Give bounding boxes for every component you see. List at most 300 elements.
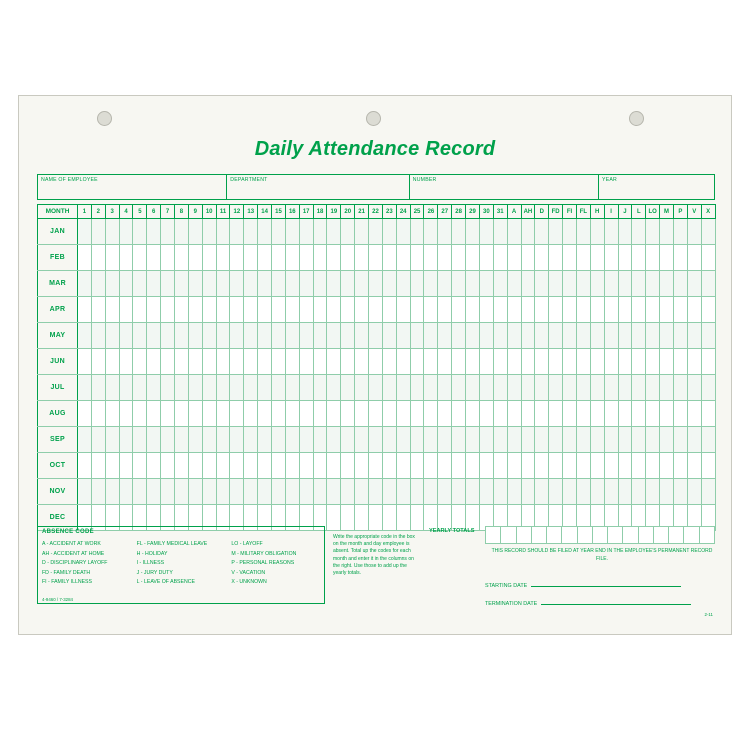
grid-day-cell[interactable]	[466, 219, 480, 245]
grid-day-cell[interactable]	[175, 349, 189, 375]
grid-day-cell[interactable]	[161, 427, 175, 453]
grid-code-total-cell[interactable]	[590, 453, 604, 479]
grid-day-cell[interactable]	[313, 323, 327, 349]
grid-code-total-cell[interactable]	[535, 297, 549, 323]
grid-day-cell[interactable]	[272, 349, 286, 375]
grid-day-cell[interactable]	[105, 401, 119, 427]
grid-day-cell[interactable]	[313, 375, 327, 401]
grid-day-cell[interactable]	[161, 245, 175, 271]
grid-day-cell[interactable]	[119, 271, 133, 297]
grid-day-cell[interactable]	[161, 349, 175, 375]
grid-code-total-cell[interactable]	[549, 401, 563, 427]
grid-code-total-cell[interactable]	[576, 271, 590, 297]
grid-code-total-cell[interactable]	[535, 245, 549, 271]
grid-day-cell[interactable]	[327, 297, 341, 323]
grid-code-total-cell[interactable]	[618, 427, 632, 453]
grid-day-cell[interactable]	[258, 453, 272, 479]
yearly-total-cell[interactable]	[501, 527, 516, 544]
grid-code-total-cell[interactable]	[576, 219, 590, 245]
grid-day-cell[interactable]	[202, 271, 216, 297]
grid-code-total-cell[interactable]	[660, 271, 674, 297]
grid-code-total-cell[interactable]	[576, 427, 590, 453]
grid-day-cell[interactable]	[424, 297, 438, 323]
grid-code-total-cell[interactable]	[549, 375, 563, 401]
grid-code-total-cell[interactable]	[507, 323, 521, 349]
grid-day-cell[interactable]	[410, 375, 424, 401]
grid-day-cell[interactable]	[230, 453, 244, 479]
grid-code-total-cell[interactable]	[590, 479, 604, 505]
grid-code-total-cell[interactable]	[604, 479, 618, 505]
grid-day-cell[interactable]	[175, 427, 189, 453]
grid-day-cell[interactable]	[438, 453, 452, 479]
grid-day-cell[interactable]	[424, 375, 438, 401]
grid-code-total-cell[interactable]	[604, 323, 618, 349]
grid-code-total-cell[interactable]	[549, 271, 563, 297]
grid-day-cell[interactable]	[355, 245, 369, 271]
grid-code-total-cell[interactable]	[590, 297, 604, 323]
grid-day-cell[interactable]	[299, 375, 313, 401]
grid-day-cell[interactable]	[133, 401, 147, 427]
grid-day-cell[interactable]	[493, 427, 507, 453]
grid-day-cell[interactable]	[396, 349, 410, 375]
grid-day-cell[interactable]	[424, 427, 438, 453]
grid-day-cell[interactable]	[369, 375, 383, 401]
grid-code-total-cell[interactable]	[590, 375, 604, 401]
grid-day-cell[interactable]	[230, 401, 244, 427]
grid-day-cell[interactable]	[369, 479, 383, 505]
grid-day-cell[interactable]	[479, 297, 493, 323]
grid-code-total-cell[interactable]	[507, 427, 521, 453]
grid-day-cell[interactable]	[175, 479, 189, 505]
grid-day-cell[interactable]	[327, 271, 341, 297]
grid-day-cell[interactable]	[369, 323, 383, 349]
grid-day-cell[interactable]	[452, 297, 466, 323]
grid-day-cell[interactable]	[147, 453, 161, 479]
grid-day-cell[interactable]	[355, 453, 369, 479]
grid-code-total-cell[interactable]	[576, 401, 590, 427]
grid-code-total-cell[interactable]	[660, 427, 674, 453]
grid-day-cell[interactable]	[313, 219, 327, 245]
grid-code-total-cell[interactable]	[701, 453, 715, 479]
yearly-total-cell[interactable]	[638, 527, 653, 544]
grid-day-cell[interactable]	[119, 401, 133, 427]
grid-day-cell[interactable]	[355, 297, 369, 323]
grid-code-total-cell[interactable]	[646, 479, 660, 505]
grid-code-total-cell[interactable]	[563, 401, 577, 427]
grid-day-cell[interactable]	[188, 245, 202, 271]
field-number[interactable]	[410, 175, 599, 199]
yearly-total-cell[interactable]	[577, 527, 592, 544]
grid-day-cell[interactable]	[175, 453, 189, 479]
grid-day-cell[interactable]	[452, 401, 466, 427]
grid-day-cell[interactable]	[133, 479, 147, 505]
grid-day-cell[interactable]	[493, 245, 507, 271]
grid-day-cell[interactable]	[382, 297, 396, 323]
grid-day-cell[interactable]	[216, 479, 230, 505]
grid-day-cell[interactable]	[299, 245, 313, 271]
field-year[interactable]	[599, 175, 714, 199]
grid-code-total-cell[interactable]	[521, 271, 535, 297]
grid-code-total-cell[interactable]	[549, 479, 563, 505]
grid-code-total-cell[interactable]	[521, 323, 535, 349]
grid-day-cell[interactable]	[313, 271, 327, 297]
grid-day-cell[interactable]	[272, 271, 286, 297]
grid-day-cell[interactable]	[313, 479, 327, 505]
grid-code-total-cell[interactable]	[701, 271, 715, 297]
grid-day-cell[interactable]	[188, 297, 202, 323]
grid-code-total-cell[interactable]	[618, 271, 632, 297]
grid-code-total-cell[interactable]	[549, 323, 563, 349]
grid-day-cell[interactable]	[466, 297, 480, 323]
grid-day-cell[interactable]	[327, 219, 341, 245]
grid-day-cell[interactable]	[230, 219, 244, 245]
grid-day-cell[interactable]	[78, 479, 92, 505]
grid-day-cell[interactable]	[438, 349, 452, 375]
grid-day-cell[interactable]	[355, 401, 369, 427]
grid-code-total-cell[interactable]	[646, 375, 660, 401]
grid-code-total-cell[interactable]	[535, 323, 549, 349]
yearly-total-cell[interactable]	[592, 527, 607, 544]
grid-day-cell[interactable]	[244, 219, 258, 245]
grid-day-cell[interactable]	[396, 297, 410, 323]
grid-code-total-cell[interactable]	[604, 245, 618, 271]
grid-day-cell[interactable]	[244, 245, 258, 271]
grid-day-cell[interactable]	[452, 375, 466, 401]
grid-day-cell[interactable]	[244, 297, 258, 323]
grid-day-cell[interactable]	[119, 219, 133, 245]
grid-code-total-cell[interactable]	[604, 271, 618, 297]
grid-code-total-cell[interactable]	[604, 349, 618, 375]
grid-day-cell[interactable]	[230, 271, 244, 297]
grid-day-cell[interactable]	[396, 479, 410, 505]
grid-day-cell[interactable]	[188, 375, 202, 401]
grid-day-cell[interactable]	[438, 219, 452, 245]
grid-day-cell[interactable]	[466, 479, 480, 505]
grid-day-cell[interactable]	[479, 323, 493, 349]
grid-day-cell[interactable]	[410, 297, 424, 323]
grid-code-total-cell[interactable]	[549, 245, 563, 271]
grid-day-cell[interactable]	[285, 323, 299, 349]
grid-code-total-cell[interactable]	[563, 427, 577, 453]
grid-code-total-cell[interactable]	[646, 219, 660, 245]
grid-code-total-cell[interactable]	[687, 297, 701, 323]
grid-day-cell[interactable]	[424, 349, 438, 375]
grid-code-total-cell[interactable]	[687, 427, 701, 453]
grid-day-cell[interactable]	[78, 323, 92, 349]
grid-day-cell[interactable]	[382, 219, 396, 245]
grid-code-total-cell[interactable]	[673, 401, 687, 427]
grid-code-total-cell[interactable]	[604, 453, 618, 479]
grid-day-cell[interactable]	[133, 219, 147, 245]
grid-day-cell[interactable]	[355, 349, 369, 375]
grid-code-total-cell[interactable]	[507, 245, 521, 271]
grid-day-cell[interactable]	[105, 245, 119, 271]
grid-day-cell[interactable]	[410, 271, 424, 297]
grid-day-cell[interactable]	[327, 479, 341, 505]
grid-code-total-cell[interactable]	[673, 271, 687, 297]
grid-day-cell[interactable]	[452, 427, 466, 453]
grid-day-cell[interactable]	[341, 271, 355, 297]
grid-day-cell[interactable]	[161, 479, 175, 505]
grid-day-cell[interactable]	[119, 349, 133, 375]
grid-day-cell[interactable]	[341, 349, 355, 375]
yearly-total-cell[interactable]	[653, 527, 668, 544]
grid-code-total-cell[interactable]	[701, 297, 715, 323]
grid-day-cell[interactable]	[410, 453, 424, 479]
grid-day-cell[interactable]	[341, 427, 355, 453]
grid-day-cell[interactable]	[202, 453, 216, 479]
yearly-total-cell[interactable]	[531, 527, 546, 544]
grid-code-total-cell[interactable]	[618, 219, 632, 245]
grid-day-cell[interactable]	[479, 401, 493, 427]
grid-day-cell[interactable]	[341, 297, 355, 323]
grid-day-cell[interactable]	[105, 323, 119, 349]
grid-code-total-cell[interactable]	[507, 479, 521, 505]
grid-code-total-cell[interactable]	[646, 427, 660, 453]
grid-day-cell[interactable]	[299, 453, 313, 479]
grid-code-total-cell[interactable]	[646, 453, 660, 479]
grid-day-cell[interactable]	[285, 297, 299, 323]
grid-day-cell[interactable]	[382, 479, 396, 505]
grid-day-cell[interactable]	[147, 219, 161, 245]
grid-code-total-cell[interactable]	[535, 479, 549, 505]
grid-day-cell[interactable]	[327, 375, 341, 401]
grid-day-cell[interactable]	[396, 401, 410, 427]
grid-day-cell[interactable]	[313, 401, 327, 427]
grid-day-cell[interactable]	[258, 479, 272, 505]
grid-day-cell[interactable]	[216, 453, 230, 479]
grid-day-cell[interactable]	[369, 349, 383, 375]
grid-day-cell[interactable]	[202, 401, 216, 427]
grid-day-cell[interactable]	[78, 375, 92, 401]
grid-day-cell[interactable]	[355, 323, 369, 349]
grid-day-cell[interactable]	[161, 375, 175, 401]
grid-day-cell[interactable]	[105, 427, 119, 453]
grid-code-total-cell[interactable]	[673, 427, 687, 453]
yearly-total-cell[interactable]	[562, 527, 577, 544]
grid-day-cell[interactable]	[479, 479, 493, 505]
grid-code-total-cell[interactable]	[632, 297, 646, 323]
grid-day-cell[interactable]	[466, 401, 480, 427]
grid-day-cell[interactable]	[479, 375, 493, 401]
grid-code-total-cell[interactable]	[632, 479, 646, 505]
grid-day-cell[interactable]	[396, 453, 410, 479]
grid-day-cell[interactable]	[466, 427, 480, 453]
grid-day-cell[interactable]	[202, 349, 216, 375]
grid-code-total-cell[interactable]	[687, 375, 701, 401]
grid-day-cell[interactable]	[91, 401, 105, 427]
grid-day-cell[interactable]	[424, 479, 438, 505]
grid-code-total-cell[interactable]	[507, 401, 521, 427]
grid-day-cell[interactable]	[424, 271, 438, 297]
grid-day-cell[interactable]	[91, 245, 105, 271]
grid-code-total-cell[interactable]	[563, 453, 577, 479]
grid-code-total-cell[interactable]	[576, 297, 590, 323]
grid-day-cell[interactable]	[341, 375, 355, 401]
grid-code-total-cell[interactable]	[673, 219, 687, 245]
grid-day-cell[interactable]	[299, 479, 313, 505]
grid-day-cell[interactable]	[133, 323, 147, 349]
grid-day-cell[interactable]	[466, 271, 480, 297]
grid-day-cell[interactable]	[327, 453, 341, 479]
grid-day-cell[interactable]	[105, 297, 119, 323]
grid-day-cell[interactable]	[299, 323, 313, 349]
grid-code-total-cell[interactable]	[646, 245, 660, 271]
grid-day-cell[interactable]	[479, 427, 493, 453]
grid-day-cell[interactable]	[327, 349, 341, 375]
grid-day-cell[interactable]	[438, 375, 452, 401]
grid-day-cell[interactable]	[230, 349, 244, 375]
grid-day-cell[interactable]	[493, 349, 507, 375]
grid-day-cell[interactable]	[78, 453, 92, 479]
grid-day-cell[interactable]	[479, 349, 493, 375]
grid-code-total-cell[interactable]	[535, 427, 549, 453]
grid-day-cell[interactable]	[466, 349, 480, 375]
grid-day-cell[interactable]	[299, 297, 313, 323]
grid-day-cell[interactable]	[285, 401, 299, 427]
grid-day-cell[interactable]	[147, 427, 161, 453]
grid-code-total-cell[interactable]	[521, 219, 535, 245]
grid-day-cell[interactable]	[133, 453, 147, 479]
grid-day-cell[interactable]	[105, 349, 119, 375]
grid-day-cell[interactable]	[147, 271, 161, 297]
grid-day-cell[interactable]	[493, 375, 507, 401]
grid-code-total-cell[interactable]	[576, 453, 590, 479]
grid-day-cell[interactable]	[452, 323, 466, 349]
grid-day-cell[interactable]	[355, 479, 369, 505]
starting-date-input[interactable]	[531, 580, 681, 587]
grid-code-total-cell[interactable]	[576, 375, 590, 401]
grid-code-total-cell[interactable]	[632, 219, 646, 245]
grid-day-cell[interactable]	[313, 245, 327, 271]
grid-code-total-cell[interactable]	[632, 271, 646, 297]
grid-code-total-cell[interactable]	[687, 323, 701, 349]
grid-day-cell[interactable]	[466, 375, 480, 401]
grid-code-total-cell[interactable]	[646, 297, 660, 323]
grid-code-total-cell[interactable]	[549, 349, 563, 375]
grid-code-total-cell[interactable]	[535, 375, 549, 401]
grid-code-total-cell[interactable]	[701, 427, 715, 453]
grid-day-cell[interactable]	[285, 479, 299, 505]
grid-day-cell[interactable]	[355, 219, 369, 245]
grid-day-cell[interactable]	[299, 349, 313, 375]
grid-day-cell[interactable]	[202, 219, 216, 245]
grid-code-total-cell[interactable]	[687, 453, 701, 479]
grid-day-cell[interactable]	[133, 271, 147, 297]
grid-day-cell[interactable]	[313, 427, 327, 453]
grid-day-cell[interactable]	[78, 349, 92, 375]
grid-day-cell[interactable]	[258, 427, 272, 453]
grid-day-cell[interactable]	[382, 323, 396, 349]
grid-code-total-cell[interactable]	[521, 349, 535, 375]
grid-day-cell[interactable]	[493, 401, 507, 427]
grid-code-total-cell[interactable]	[632, 245, 646, 271]
termination-date-line[interactable]	[485, 598, 691, 607]
grid-day-cell[interactable]	[216, 349, 230, 375]
grid-day-cell[interactable]	[313, 453, 327, 479]
grid-code-total-cell[interactable]	[673, 323, 687, 349]
grid-day-cell[interactable]	[119, 479, 133, 505]
grid-day-cell[interactable]	[341, 323, 355, 349]
grid-day-cell[interactable]	[161, 323, 175, 349]
grid-code-total-cell[interactable]	[660, 219, 674, 245]
grid-day-cell[interactable]	[382, 349, 396, 375]
grid-code-total-cell[interactable]	[618, 479, 632, 505]
grid-code-total-cell[interactable]	[507, 375, 521, 401]
grid-code-total-cell[interactable]	[660, 401, 674, 427]
grid-code-total-cell[interactable]	[507, 271, 521, 297]
grid-day-cell[interactable]	[438, 323, 452, 349]
grid-day-cell[interactable]	[410, 401, 424, 427]
grid-code-total-cell[interactable]	[521, 245, 535, 271]
grid-code-total-cell[interactable]	[660, 375, 674, 401]
grid-day-cell[interactable]	[133, 349, 147, 375]
yearly-total-cell[interactable]	[547, 527, 562, 544]
grid-day-cell[interactable]	[175, 401, 189, 427]
grid-code-total-cell[interactable]	[590, 323, 604, 349]
grid-day-cell[interactable]	[133, 245, 147, 271]
grid-code-total-cell[interactable]	[673, 297, 687, 323]
grid-day-cell[interactable]	[382, 401, 396, 427]
grid-day-cell[interactable]	[147, 375, 161, 401]
grid-day-cell[interactable]	[105, 219, 119, 245]
grid-day-cell[interactable]	[91, 375, 105, 401]
grid-code-total-cell[interactable]	[535, 453, 549, 479]
grid-code-total-cell[interactable]	[604, 375, 618, 401]
grid-day-cell[interactable]	[244, 349, 258, 375]
grid-code-total-cell[interactable]	[590, 427, 604, 453]
grid-code-total-cell[interactable]	[521, 401, 535, 427]
grid-day-cell[interactable]	[272, 297, 286, 323]
grid-day-cell[interactable]	[493, 271, 507, 297]
grid-day-cell[interactable]	[175, 245, 189, 271]
grid-day-cell[interactable]	[78, 297, 92, 323]
grid-code-total-cell[interactable]	[660, 349, 674, 375]
grid-day-cell[interactable]	[216, 427, 230, 453]
grid-day-cell[interactable]	[202, 245, 216, 271]
yearly-total-cell[interactable]	[669, 527, 684, 544]
grid-code-total-cell[interactable]	[604, 297, 618, 323]
grid-day-cell[interactable]	[369, 427, 383, 453]
yearly-total-cell[interactable]	[516, 527, 531, 544]
grid-day-cell[interactable]	[299, 271, 313, 297]
grid-day-cell[interactable]	[119, 297, 133, 323]
grid-day-cell[interactable]	[78, 271, 92, 297]
grid-code-total-cell[interactable]	[632, 401, 646, 427]
grid-day-cell[interactable]	[493, 297, 507, 323]
grid-code-total-cell[interactable]	[590, 271, 604, 297]
grid-day-cell[interactable]	[341, 401, 355, 427]
grid-day-cell[interactable]	[188, 349, 202, 375]
grid-day-cell[interactable]	[161, 297, 175, 323]
grid-code-total-cell[interactable]	[673, 245, 687, 271]
grid-day-cell[interactable]	[244, 479, 258, 505]
grid-day-cell[interactable]	[341, 479, 355, 505]
grid-day-cell[interactable]	[258, 219, 272, 245]
grid-day-cell[interactable]	[466, 323, 480, 349]
grid-day-cell[interactable]	[327, 427, 341, 453]
yearly-total-cell[interactable]	[623, 527, 638, 544]
grid-day-cell[interactable]	[369, 245, 383, 271]
grid-code-total-cell[interactable]	[521, 427, 535, 453]
grid-code-total-cell[interactable]	[563, 219, 577, 245]
grid-day-cell[interactable]	[230, 323, 244, 349]
grid-code-total-cell[interactable]	[618, 401, 632, 427]
grid-day-cell[interactable]	[230, 427, 244, 453]
grid-day-cell[interactable]	[258, 349, 272, 375]
grid-day-cell[interactable]	[272, 245, 286, 271]
grid-code-total-cell[interactable]	[660, 479, 674, 505]
